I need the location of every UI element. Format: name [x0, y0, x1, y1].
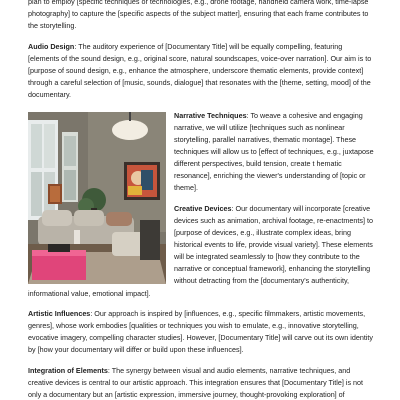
creative-devices-text: : Our documentary will incorporate [creative devices such as animation, archival footage, re-enactments] to [purpose of devices, e.g., illustrate complex ideas, bring historical events to life, provide visual variety]. These elements will be integrated seamlessly to [how they contribute to the narrative or conceptual framework], enhancing the storytelling without detracting from the [documentary's authenticity, informational value, emotional impact]. — [28, 203, 373, 298]
creative-devices-heading: Creative Devices — [174, 203, 232, 213]
audio-design-paragraph — [28, 41, 374, 101]
integration-text: : The synergy between visual and audio elements, narrative techniques, and creative devices is central to our artistic approach. This integration ensures that [Documentary Title] is not only a documentary but an [artistic expression, immersive journey, thought-provoking exploration] of — [28, 366, 364, 400]
audio-design-heading: Audio Design — [28, 41, 75, 51]
artistic-influences-heading: Artistic Influences — [28, 309, 91, 319]
integration-heading: Integration of Elements — [28, 366, 108, 376]
document-body — [28, 0, 374, 400]
artistic-influences-paragraph — [28, 308, 374, 356]
audio-design-text: : The auditory experience of [Documentary Title] will be equally compelling, featuring [elements of the sound design, e.g., original score, natural soundscapes, voice-over narration]. Our aim is to [purpose of sound design, e.g., enhance the atmosphere, underscore thematic elements, provide context] through a careful selection of [music, sounds, dialogue] that resonates with the [theme, setting, mood] of the documentary. — [28, 41, 372, 100]
narrative-techniques-heading: Narrative Techniques — [174, 110, 247, 120]
integration-paragraph — [28, 365, 374, 400]
interior-living-room-photo — [28, 112, 166, 284]
image-wrap-block — [28, 41, 374, 308]
artistic-influences-text: : Our approach is inspired by [influences, e.g., specific filmmakers, artistic movements, genres], whose work embodies [qualities or techniques you wish to emulate, e.g., innovative storytelling, evocative imagery, compelling character studies]. However, [Documentary Title] will carve out its own identity by [how your documentary will differ or build upon these influences]. — [28, 309, 374, 355]
intro-paragraph-tail: plan to employ [specific techniques or technologies, e.g., drone footage, handheld camera work, time-lapse photography] to capture the [specific aspects of the subject matter], ensuring that each frame contributes to the storytelling. — [28, 0, 369, 31]
narrative-techniques-text: : To weave a cohesive and engaging narrative, we will utilize [techniques such as nonlinear storytelling, parallel narratives, thematic montage]. These techniques will allow us to [effect of techniques, e.g., juxtapose different perspectives, build tension, create t hematic resonance], enriching the viewer's understanding of [topic or theme]. — [174, 110, 374, 193]
